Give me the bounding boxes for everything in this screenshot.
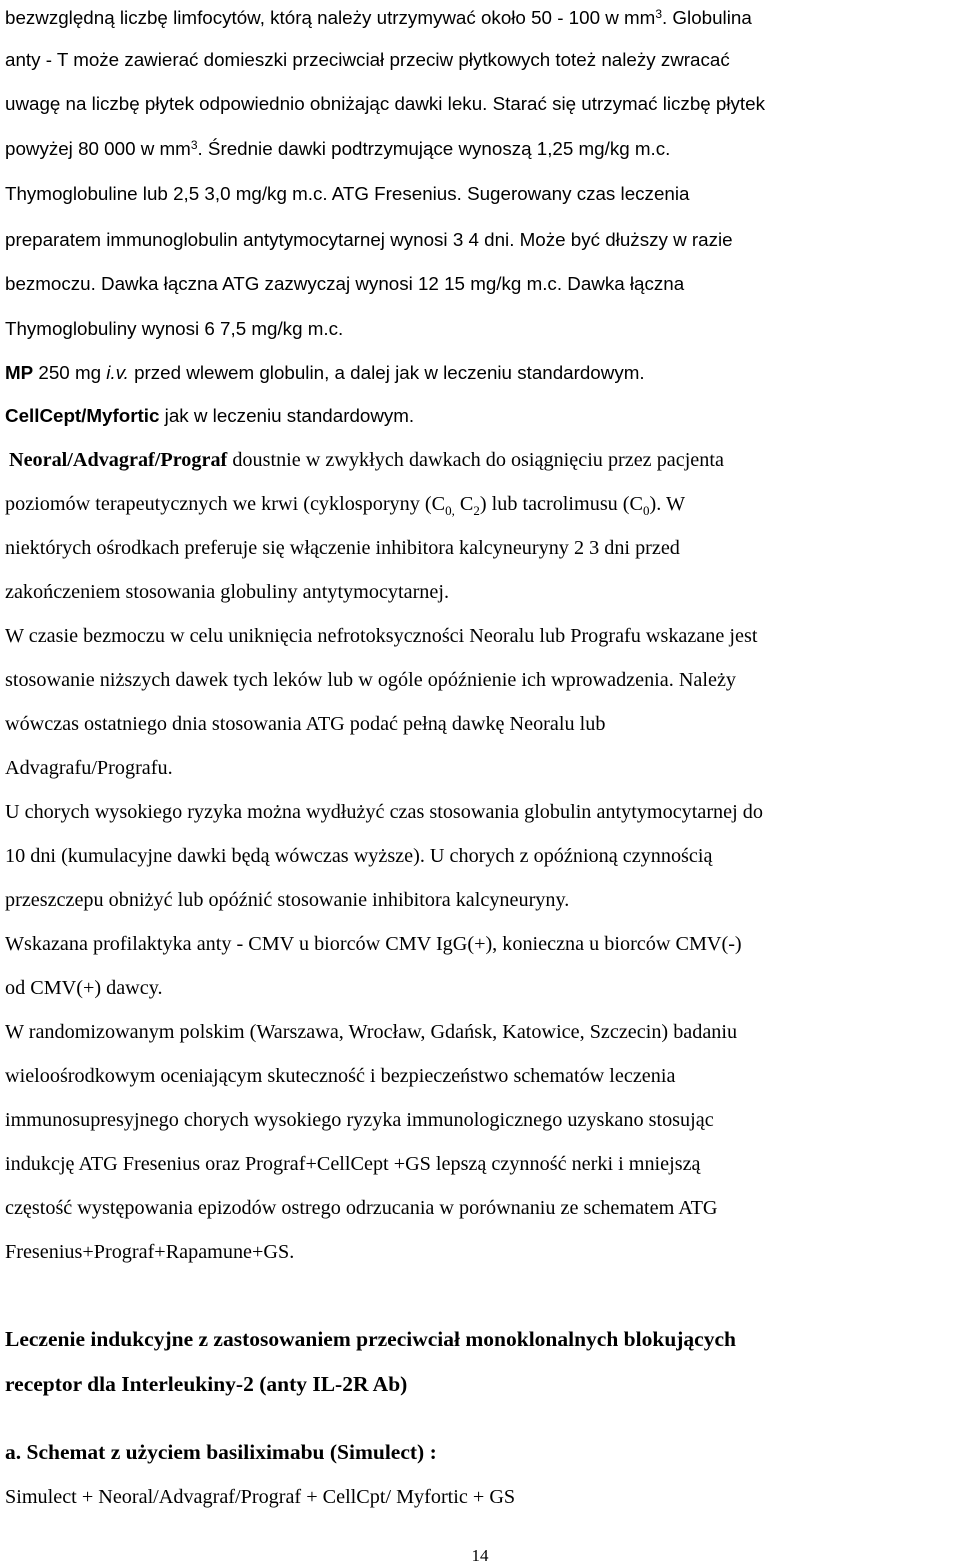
subsection-heading: a. Schemat z użyciem basiliximabu (Simulect) : bbox=[5, 1440, 437, 1464]
paragraph-line: Wskazana profilaktyka anty - CMV u biorców CMV IgG(+), konieczna u biorców CMV(-) bbox=[5, 933, 742, 955]
paragraph-line: W randomizowanym polskim (Warszawa, Wrocław, Gdańsk, Katowice, Szczecin) badaniu bbox=[5, 1021, 738, 1043]
text: ). W bbox=[649, 493, 686, 515]
page-number: 14 bbox=[471, 1546, 489, 1565]
paragraph-line: 10 dni (kumulacyjne dawki będą wówczas wyższe). U chorych z opóźnioną czynnością bbox=[5, 845, 713, 867]
text: poziomów terapeutycznych we krwi (cyklosporyny (C bbox=[5, 493, 446, 515]
neoral-line: niektórych ośrodkach preferuje się włączenie inhibitora kalcyneuryny 2 3 dni przed bbox=[5, 537, 680, 559]
paragraph-line: Advagrafu/Prografu. bbox=[5, 757, 173, 779]
text: C bbox=[454, 493, 474, 515]
paragraph-line: indukcję ATG Fresenius oraz Prograf+CellCept +GS lepszą czynność nerki i mniejszą bbox=[5, 1153, 701, 1175]
paragraph-line: uwagę na liczbę płytek odpowiednio obniżając dawki leku. Starać się utrzymać liczbę płytek bbox=[5, 93, 765, 114]
paragraph-line: W czasie bezmoczu w celu uniknięcia nefrotoksyczności Neoralu lub Prografu wskazane jest bbox=[5, 625, 758, 647]
text: doustnie w zwykłych dawkach do osiągnięciu przez pacjenta bbox=[227, 449, 724, 471]
paragraph-line: Thymoglobuline lub 2,5 3,0 mg/kg m.c. ATG Fresenius. Sugerowany czas leczenia bbox=[5, 183, 690, 204]
paragraph-line: anty - T może zawierać domieszki przeciwciał przeciw płytkowych toteż należy zwracać bbox=[5, 49, 730, 70]
subscript: 2 bbox=[473, 503, 480, 518]
superscript: 3 bbox=[655, 7, 662, 21]
neoral-line: zakończeniem stosowania globuliny antytymocytarnej. bbox=[5, 581, 449, 603]
text: bezwzględną liczbę limfocytów, którą należy utrzymywać około 50 - 100 w mm bbox=[5, 7, 656, 28]
drug-name: CellCept/Myfortic bbox=[5, 405, 160, 426]
paragraph-line: U chorych wysokiego ryzyka można wydłużyć czas stosowania globulin antytymocytarnej do bbox=[5, 801, 763, 823]
text: powyżej 80 000 w mm bbox=[5, 138, 191, 159]
text: jak w leczeniu standardowym. bbox=[159, 405, 415, 426]
text: ) lub tacrolimusu (C bbox=[479, 493, 643, 515]
subscript: 0 bbox=[643, 503, 650, 518]
paragraph-line: od CMV(+) dawcy. bbox=[5, 977, 163, 999]
cellcept-line bbox=[5, 403, 414, 429]
subscript: 0, bbox=[445, 503, 455, 518]
mp-line bbox=[5, 360, 645, 386]
paragraph-line: przeszczepu obniżyć lub opóźnić stosowanie inhibitora kalcyneuryny. bbox=[5, 889, 570, 911]
text: 250 mg bbox=[33, 362, 107, 383]
text: . Średnie dawki podtrzymujące wynoszą 1,25 mg/kg m.c. bbox=[197, 138, 671, 159]
neoral-line bbox=[9, 447, 724, 473]
paragraph-line: Fresenius+Prograf+Rapamune+GS. bbox=[5, 1241, 295, 1263]
text: przed wlewem globulin, a dalej jak w leczeniu standardowym. bbox=[128, 362, 645, 383]
paragraph-line: stosowanie niższych dawek tych leków lub w ogóle opóźnienie ich wprowadzenia. Należy bbox=[5, 669, 736, 691]
paragraph-line: wówczas ostatniego dnia stosowania ATG podać pełną dawkę Neoralu lub bbox=[5, 713, 606, 735]
paragraph-line bbox=[5, 5, 752, 31]
paragraph-line: wieloośrodkowym oceniającym skuteczność i bezpieczeństwo schematów leczenia bbox=[5, 1065, 676, 1087]
drug-name: MP bbox=[5, 362, 34, 383]
text: . Globulina bbox=[662, 7, 752, 28]
drug-name: Neoral/Advagraf/Prograf bbox=[9, 449, 228, 471]
neoral-line bbox=[5, 491, 685, 517]
superscript: 3 bbox=[190, 138, 198, 152]
paragraph-line: częstość występowania epizodów ostrego odrzucania w porównaniu ze schematem ATG bbox=[5, 1197, 718, 1219]
paragraph-line: preparatem immunoglobulin antytymocytarnej wynosi 3 4 dni. Może być dłuższy w razie bbox=[5, 229, 733, 250]
paragraph-line bbox=[5, 136, 670, 162]
paragraph-line: Thymoglobuliny wynosi 6 7,5 mg/kg m.c. bbox=[5, 318, 344, 339]
paragraph-line: immunosupresyjnego chorych wysokiego ryzyka immunologicznego uzyskano stosując bbox=[5, 1109, 714, 1131]
scheme-line: Simulect + Neoral/Advagraf/Prograf + CellCpt/ Myfortic + GS bbox=[5, 1486, 516, 1508]
paragraph-line: bezmoczu. Dawka łączna ATG zazwyczaj wynosi 12 15 mg/kg m.c. Dawka łączna bbox=[5, 273, 685, 294]
route: i.v. bbox=[106, 362, 129, 383]
section-heading: receptor dla Interleukiny-2 (anty IL-2R Ab) bbox=[5, 1372, 408, 1396]
section-heading: Leczenie indukcyjne z zastosowaniem przeciwciał monoklonalnych blokujących bbox=[5, 1327, 736, 1351]
